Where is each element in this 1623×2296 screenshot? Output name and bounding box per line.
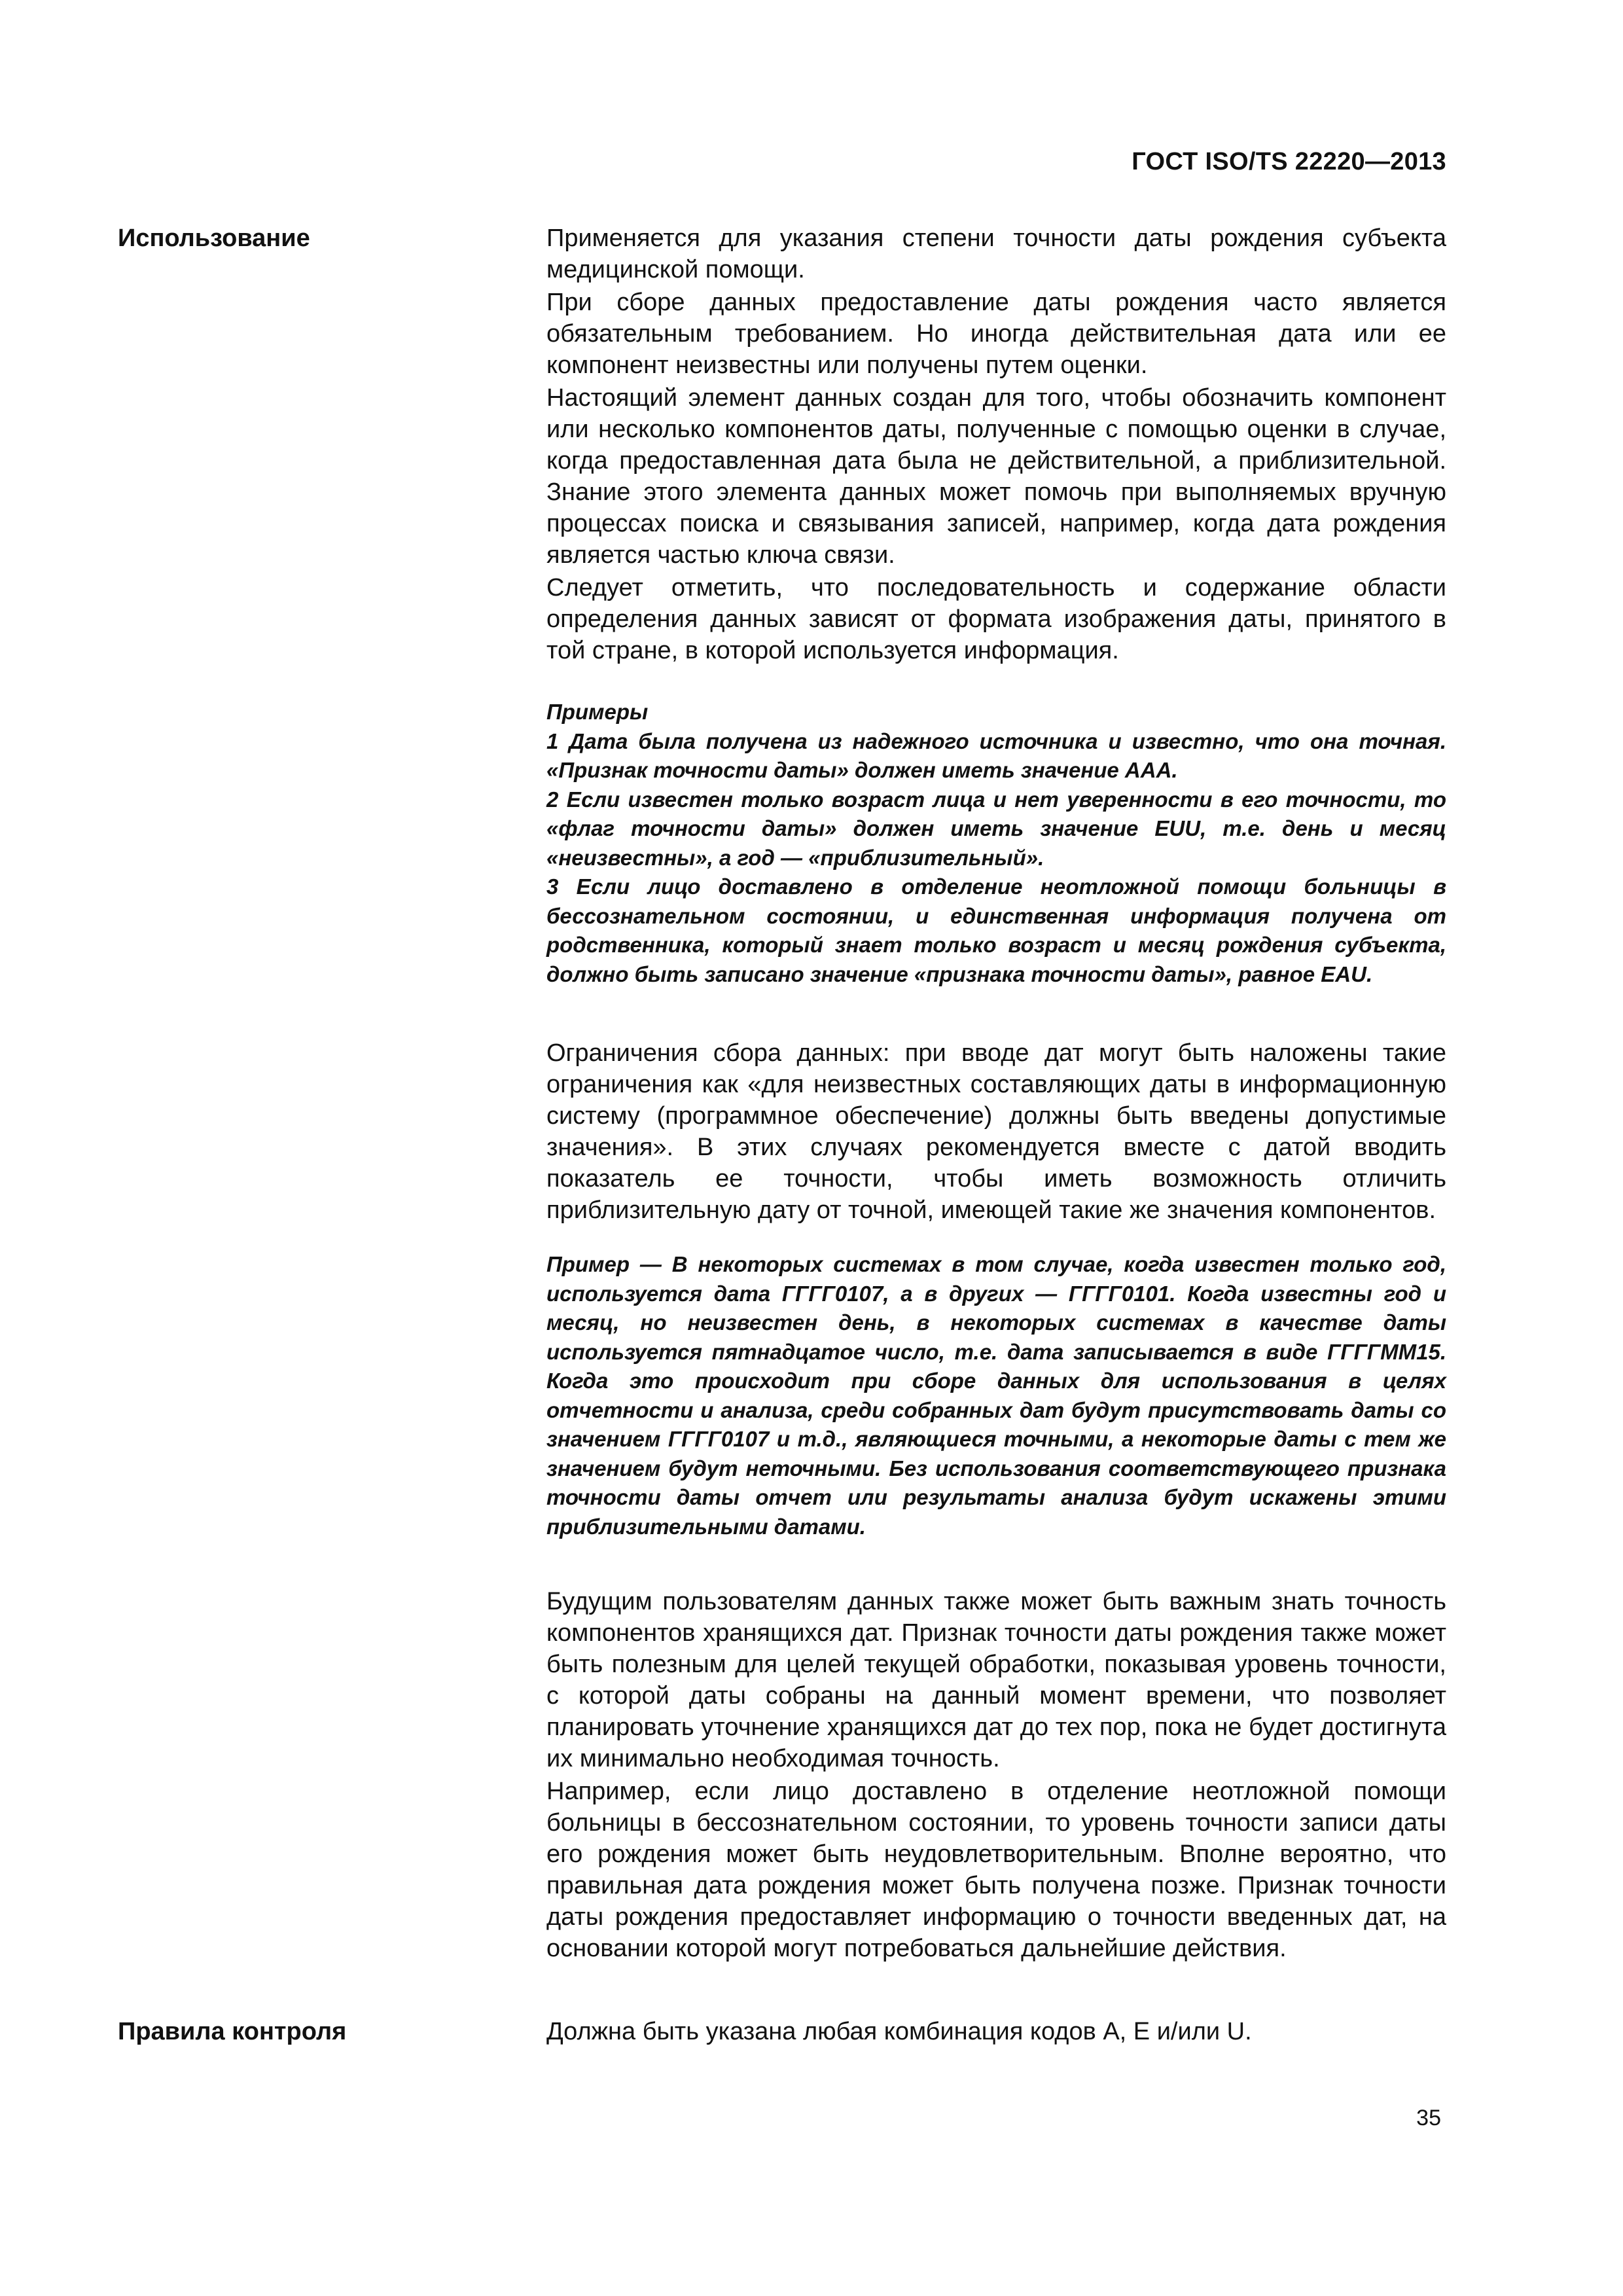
- rules-paragraph: Должна быть указана любая комбинация кодов A, E и/или U.: [546, 2018, 1252, 2045]
- example-item: 3 Если лицо доставлено в отделение неотложной помощи больницы в бессознательном состоянии, и единственная информация получена от родственника, который знает только возраст и месяц рождения субъекта, должно быть записано значение «признака точности даты», равное EAU.: [546, 874, 1446, 986]
- future-users-paragraph: Будущим пользователям данных также может быть важным знать точность компонентов хранящихся дат. Признак точности даты рождения также может быть полезным для целей текущей обработки, показывая уровень точности, с которой даты собраны на данный момент времени, что позволяет планировать уточнение хранящихся дат до тех пор, пока не будет достигнута их минимально необходимая точность.: [546, 1588, 1446, 1772]
- page-number: 35: [1416, 2106, 1441, 2130]
- rules-body: [546, 2016, 1446, 2047]
- collection-limits-paragraph: Ограничения сбора данных: при вводе дат могут быть наложены такие ограничения как «для неизвестных составляющих даты в информационную систему (программное обеспечение) должны быть введены допустимые значения». В этих случаях рекомендуется вместе с датой вводить показатель ее точности, чтобы иметь возможность отличить приблизительную дату от точной, имеющей такие же значения компонентов.: [546, 1039, 1446, 1224]
- usage-paragraph: При сборе данных предоставление даты рождения часто является обязательным требованием. Но иногда действительная дата или ее компонент неизвестны или получены путем оценки.: [546, 289, 1446, 379]
- section-label-usage: Использование: [118, 224, 310, 252]
- document-code: ГОСТ ISO/TS 22220—2013: [1132, 148, 1446, 175]
- example-item: 1 Дата была получена из надежного источника и известно, что она точная. «Признак точности даты» должен иметь значение AAA.: [546, 728, 1446, 782]
- examples-block: [546, 698, 1446, 989]
- collection-limits-body: [546, 1037, 1446, 1226]
- usage-paragraph: Применяется для указания степени точности даты рождения субъекта медицинской помощи.: [546, 224, 1446, 283]
- examples-title: Примеры: [546, 700, 649, 724]
- section-label-rules: Правила контроля: [118, 2018, 347, 2045]
- example-note-block: [546, 1250, 1446, 1541]
- future-users-paragraph: Например, если лицо доставлено в отделение неотложной помощи больницы в бессознательном состоянии, то уровень точности записи даты его рождения может быть неудовлетворительным. Вполне вероятно, что правильная дата рождения может быть получена позже. Признак точности даты рождения предоставляет информацию о точности введенных дат, на основании которой могут потребоваться дальнейшие действия.: [546, 1778, 1446, 1962]
- usage-paragraph: Настоящий элемент данных создан для того, чтобы обозначить компонент или несколько компонентов даты, полученные с помощью оценки в случае, когда предоставленная дата была не действительной, а приблизительной. Знание этого элемента данных может помочь при выполняемых вручную процессах поиска и связывания записей, например, когда дата рождения является частью ключа связи.: [546, 384, 1446, 569]
- future-users-body: [546, 1586, 1446, 1964]
- usage-paragraph: Следует отметить, что последовательность и содержание области определения данных зависят от формата изображения даты, принятого в той стране, в которой используется информация.: [546, 574, 1446, 664]
- example-item: 2 Если известен только возраст лица и нет уверенности в его точности, то «флаг точности даты» должен иметь значение EUU, т.е. день и месяц «неизвестны», а год — «приблизительный».: [546, 787, 1446, 870]
- usage-body: [546, 223, 1446, 666]
- example-note: Пример — В некоторых системах в том случае, когда известен только год, используется дата ГГГГ0107, а в других — ГГГГ0101. Когда известны год и месяц, но неизвестен день, в некоторых системах в качестве даты используется пятнадцатое число, т.е. дата записывается в виде ГГГГММ15. Когда это происходит при сборе данных для использования в целях отчетности и анализа, среди собранных дат будут присутствовать даты со значением ГГГГ0107 и т.д., являющиеся точными, а некоторые даты с тем же значением будут неточными. Без использования соответствующего признака точности даты отчет или результаты анализа будут искажены этими приблизительными датами.: [546, 1252, 1446, 1539]
